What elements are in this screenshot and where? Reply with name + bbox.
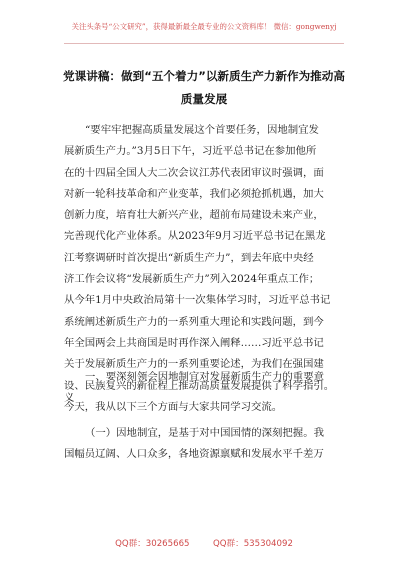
paragraph-line: “要牢牢把握高质量发展这个首要任务，因地制宜发	[85, 124, 319, 136]
header-banner: 关注头条号“公文研究”，获得最新最全最专业的公文资料库！ 微信：gongwenyj	[71, 22, 337, 31]
paragraph-line: 设、民族复兴的新征程上推动高质量发展提供了科学指引。	[64, 379, 335, 392]
paragraph-line: 展新质生产力。”3月5日下午，习近平总书记在参加他所	[64, 145, 317, 158]
title-line: 质量发展	[180, 92, 228, 106]
paragraph-line: 济工作会议将“发展新质生产力”列入2024年重点工作；	[64, 273, 320, 286]
paragraph-subsection	[64, 423, 346, 466]
paragraph-line: 从今年1月中央政治局第十一次集体学习时，习近平总书记	[64, 294, 331, 307]
paragraph-line: 年全国两会上共商国是时再作深入阐释……习近平总书记	[64, 336, 324, 349]
heading-line: 一、要深刻领会因地制宜对发展新质生产力的重要意	[85, 371, 324, 383]
paragraph-line: 江考察调研时首次提出“新质生产力”，到去年底中央经	[64, 251, 314, 264]
paragraph-line: （一）因地制宜，是基于对中国国情的深刻把握。我	[85, 427, 324, 439]
paragraph-line: 对新一轮科技革命和产业变革，我们必须抢抓机遇，加大	[64, 187, 324, 200]
paragraph-line: 今天，我从以下三个方面与大家共同学习交流。	[64, 400, 283, 413]
paragraph-line: 在的十四届全国人大二次会议江苏代表团审议时强调，面	[64, 166, 324, 179]
footer-qq-group-1: QQ群：30265665	[115, 539, 190, 549]
footer-qq-group-2: QQ群：535304092	[213, 539, 293, 549]
header-divider	[64, 43, 344, 44]
paragraph-line: 系统阐述新质生产力的一系列重大理论和实践问题，到今	[64, 315, 324, 328]
paragraph-line: 创新力度，培育壮大新兴产业，超前布局建设未来产业，	[64, 209, 324, 222]
paragraph-line: 完善现代化产业体系。从2023年9月习近平总书记在黑龙	[64, 230, 326, 243]
footer-contact	[0, 537, 408, 549]
paragraph-line: 关于发展新质生产力的一系列重要论述，为我们在强国建	[64, 358, 324, 371]
section-heading	[64, 367, 346, 410]
title-line: 党课讲稿：做到“五个着力”以新质生产力新作为推动高	[63, 69, 345, 83]
document-title	[54, 65, 354, 111]
heading-line: 义	[64, 392, 75, 405]
paragraph-line: 国幅员辽阔、人口众多，各地资源禀赋和发展水平千差万	[64, 448, 324, 461]
